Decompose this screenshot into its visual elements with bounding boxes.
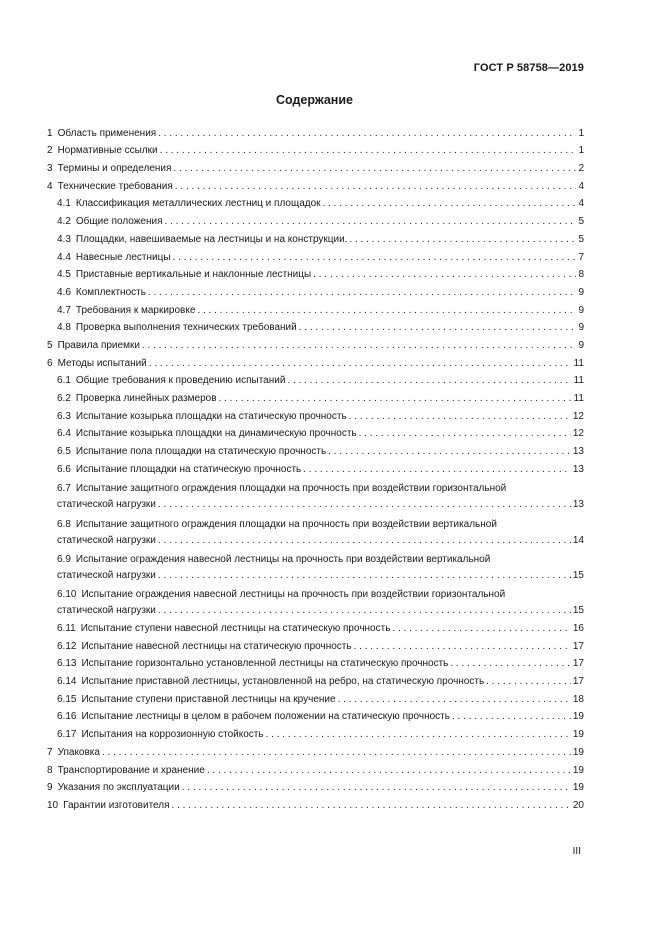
toc-leader-dots xyxy=(182,782,571,794)
toc-entry[interactable] xyxy=(47,246,584,264)
toc-leader-dots xyxy=(158,535,571,547)
toc-leader-dots xyxy=(349,234,576,246)
toc-entry-number: 4 xyxy=(47,180,53,192)
toc-entry[interactable] xyxy=(47,228,584,246)
toc-entry-page: 18 xyxy=(572,693,584,705)
toc-entry-page: 19 xyxy=(572,746,584,758)
toc-leader-dots xyxy=(287,375,571,387)
toc-entry-number: 6.11 xyxy=(57,623,76,634)
toc-entry-number: 4.8 xyxy=(57,322,71,334)
toc-leader-dots xyxy=(323,198,577,210)
toc-entry-title: Испытание ограждения навесной лестницы на прочность при воздействии горизонтальной xyxy=(81,589,506,601)
toc-entry[interactable] xyxy=(47,688,584,706)
toc-entry-number: 6.13 xyxy=(57,658,77,670)
toc-entry-number: 6 xyxy=(47,357,53,369)
toc-entry-title-continued: статической нагрузки xyxy=(57,605,156,617)
toc-entry-title: Испытание пола площадки на статическую прочность xyxy=(75,446,327,458)
toc-entry[interactable] xyxy=(47,352,584,370)
toc-entry-number: 6.15 xyxy=(57,693,77,705)
toc-entry-title: Общие положения xyxy=(75,216,163,228)
toc-entry-number: 8 xyxy=(47,764,53,776)
toc-entry-page: 19 xyxy=(572,729,584,741)
toc-leader-dots xyxy=(359,428,571,440)
toc-entry-title: Указания по эксплуатации xyxy=(57,782,180,794)
toc-entry-number: 6.6 xyxy=(57,463,71,475)
toc-entry-title: Нормативные ссылки xyxy=(57,145,158,157)
toc-entry-page: 13 xyxy=(572,446,584,458)
toc-entry[interactable] xyxy=(47,334,584,352)
toc-leader-dots xyxy=(303,464,571,476)
toc-entry-number: 3 xyxy=(47,163,53,175)
toc-entry-title: Испытание защитного ограждения площадки на прочность при воздействии горизонтальной xyxy=(75,483,507,495)
toc-entry-page: 11 xyxy=(573,357,584,369)
toc-entry-number: 9 xyxy=(47,782,53,794)
toc-leader-dots xyxy=(219,393,572,405)
toc-entry-number: 6.7 xyxy=(57,483,71,495)
toc-entry-page: 19 xyxy=(572,782,584,794)
toc-entry[interactable] xyxy=(47,511,584,546)
toc-entry[interactable] xyxy=(47,547,584,582)
toc-entry-page: 13 xyxy=(572,463,584,475)
toc-entry-number: 4.3 xyxy=(57,233,71,245)
toc-entry-title: Требования к маркировке xyxy=(75,304,196,316)
toc-entry-page: 11 xyxy=(573,375,584,387)
toc-leader-dots xyxy=(486,676,571,688)
toc-leader-dots xyxy=(452,711,571,723)
toc-leader-dots xyxy=(158,128,576,140)
toc-entry-title-continued: статической нагрузки xyxy=(57,534,156,546)
toc-entry[interactable] xyxy=(47,193,584,211)
toc-entry-title: Испытания на коррозионную стойкость xyxy=(81,729,264,741)
toc-entry-title: Испытание ступени приставной лестницы на кручение xyxy=(81,693,336,705)
toc-entry-title: Навесные лестницы xyxy=(75,251,171,263)
toc-entry-page: 9 xyxy=(578,286,584,298)
toc-entry-title: Приставные вертикальные и наклонные лестницы xyxy=(75,269,312,281)
toc-entry[interactable] xyxy=(47,317,584,335)
toc-entry-title: Проверка линейных размеров xyxy=(75,393,217,404)
toc-entry-number: 4.4 xyxy=(57,251,71,263)
toc-leader-dots xyxy=(160,145,577,157)
toc-entry-page: 16 xyxy=(572,623,584,634)
toc-entry[interactable] xyxy=(47,299,584,317)
toc-entry-title: Классификация металлических лестниц и площадок xyxy=(75,198,321,210)
toc-entry-number: 6.16 xyxy=(57,711,77,723)
toc-entry[interactable] xyxy=(47,706,584,724)
toc-leader-dots xyxy=(149,358,572,370)
toc-entry-page: 9 xyxy=(578,339,584,351)
toc-entry-number: 6.5 xyxy=(57,446,71,458)
toc-entry-title: Методы испытаний xyxy=(57,357,147,369)
toc-entry[interactable] xyxy=(47,405,584,423)
toc-entry[interactable] xyxy=(47,670,584,688)
toc-leader-dots xyxy=(158,605,571,617)
toc-entry-number: 6.3 xyxy=(57,410,71,422)
toc-leader-dots xyxy=(328,446,571,458)
toc-entry-title: Испытание горизонтально установленной лестницы на статическую прочность xyxy=(81,658,449,670)
toc-entry-page: 5 xyxy=(578,233,584,245)
toc-entry-title: Область применения xyxy=(57,127,157,139)
toc-entry[interactable] xyxy=(47,777,584,795)
toc-leader-dots xyxy=(148,287,577,299)
toc-entry-page: 13 xyxy=(572,499,584,511)
toc-entry-title: Проверка выполнения технических требований xyxy=(75,322,297,334)
toc-leader-dots xyxy=(158,570,571,582)
toc-entry-title: Термины и определения xyxy=(57,163,172,175)
document-code: ГОСТ Р 58758—2019 xyxy=(473,62,584,74)
toc-entry-page: 5 xyxy=(578,216,584,228)
toc-entry[interactable] xyxy=(47,423,584,441)
toc-entry-title: Испытание ограждения навесной лестницы на прочность при воздействии вертикальной xyxy=(75,553,491,565)
toc-entry-title: Испытание козырька площадки на динамическую прочность xyxy=(75,428,357,440)
toc-leader-dots xyxy=(197,305,576,317)
toc-entry[interactable] xyxy=(47,210,584,228)
toc-entry[interactable] xyxy=(47,741,584,759)
toc-entry-page: 9 xyxy=(578,304,584,316)
toc-entry-title: Упаковка xyxy=(57,746,100,758)
toc-entry-page: 9 xyxy=(578,322,584,334)
toc-entry-page: 17 xyxy=(572,640,584,652)
toc-leader-dots xyxy=(175,181,577,193)
toc-entry[interactable] xyxy=(47,582,584,617)
toc-entry-page: 15 xyxy=(572,605,584,617)
toc-leader-dots xyxy=(299,322,577,334)
toc-entry-page: 19 xyxy=(572,711,584,723)
toc-entry-page: 8 xyxy=(578,269,584,281)
toc-entry-number: 6.17 xyxy=(57,729,77,741)
toc-entry-title: Правила приемки xyxy=(57,339,140,351)
toc-leader-dots xyxy=(392,623,570,635)
toc-entry-title: Испытание ступени навесной лестницы на статическую прочность xyxy=(80,623,391,634)
toc-entry-page: 17 xyxy=(572,658,584,670)
toc-entry-title: Комплектность xyxy=(75,286,146,298)
toc-entry-number: 5 xyxy=(47,339,53,351)
toc-entry-title: Технические требования xyxy=(57,180,173,192)
toc-entry[interactable] xyxy=(47,440,584,458)
toc-entry-page: 4 xyxy=(578,180,584,192)
toc-leader-dots xyxy=(102,747,571,759)
toc-entry-number: 4.7 xyxy=(57,304,71,316)
toc-entry[interactable] xyxy=(47,281,584,299)
toc-entry[interactable] xyxy=(47,387,584,405)
toc-entry-page: 15 xyxy=(572,569,584,581)
toc-leader-dots xyxy=(338,694,571,706)
toc-entry-page: 1 xyxy=(578,127,584,139)
toc-leader-dots xyxy=(313,269,576,281)
toc-entry[interactable] xyxy=(47,175,584,193)
toc-leader-dots xyxy=(450,658,571,670)
toc-entry-page: 19 xyxy=(572,764,584,776)
toc-entry-page: 12 xyxy=(572,410,584,422)
toc-entry-title: Испытание площадки на статическую прочность xyxy=(75,463,302,475)
toc-entry-number: 2 xyxy=(47,145,53,157)
toc-entry-title: Испытание козырька площадки на статическую прочность xyxy=(75,410,347,422)
toc-leader-dots xyxy=(173,163,576,175)
toc-entry[interactable] xyxy=(47,794,584,812)
toc-entry-page: 4 xyxy=(578,198,584,210)
toc-entry-title-continued: статической нагрузки xyxy=(57,499,156,511)
toc-entry-number: 4.5 xyxy=(57,269,71,281)
toc-entry-number: 4.6 xyxy=(57,286,71,298)
toc-leader-dots xyxy=(349,411,571,423)
toc-entry[interactable] xyxy=(47,635,584,653)
toc-entry-number: 4.2 xyxy=(57,216,71,228)
toc-entry-page: 12 xyxy=(572,428,584,440)
toc-entry[interactable] xyxy=(47,458,584,476)
toc-entry-page: 7 xyxy=(578,251,584,263)
toc-entry-number: 6.14 xyxy=(57,676,77,688)
toc-entry-number: 6.12 xyxy=(57,640,77,652)
toc-entry-page: 2 xyxy=(578,163,584,175)
toc-entry[interactable] xyxy=(47,723,584,741)
toc-entry[interactable] xyxy=(47,264,584,282)
toc-entry-number: 6.8 xyxy=(57,518,71,530)
toc-entry[interactable] xyxy=(47,653,584,671)
toc-entry-number: 4.1 xyxy=(57,198,71,210)
toc-leader-dots xyxy=(142,340,577,352)
toc-entry-title: Гарантии изготовителя xyxy=(63,799,170,811)
toc-entry[interactable] xyxy=(47,617,584,635)
toc-entry[interactable] xyxy=(47,476,584,511)
toc-entry[interactable] xyxy=(47,122,584,140)
toc-entry[interactable] xyxy=(47,759,584,777)
toc-entry[interactable] xyxy=(47,370,584,388)
toc-entry-number: 6.9 xyxy=(57,553,71,565)
toc-leader-dots xyxy=(165,216,577,228)
toc-leader-dots xyxy=(266,729,571,741)
toc-entry-number: 6.2 xyxy=(57,393,71,404)
toc-entry-title: Общие требования к проведению испытаний xyxy=(75,375,286,387)
page-title: Содержание xyxy=(275,93,353,107)
toc-leader-dots xyxy=(172,800,571,812)
toc-leader-dots xyxy=(158,499,571,511)
toc-entry-title-continued: статической нагрузки xyxy=(57,569,156,581)
toc-entry-title: Испытание приставной лестницы, установленной на ребро, на статическую прочность xyxy=(81,676,485,688)
toc-entry[interactable] xyxy=(47,140,584,158)
toc-entry-number: 10 xyxy=(47,799,59,811)
toc-entry-title: Транспортирование и хранение xyxy=(57,764,205,776)
toc-entry-number: 6.10 xyxy=(57,589,77,601)
toc-entry-page: 11 xyxy=(573,393,584,404)
page-number: III xyxy=(572,846,581,857)
toc-entry-title: Испытание навесной лестницы на статическую прочность xyxy=(81,640,352,652)
table-of-contents xyxy=(47,122,584,812)
toc-entry-page: 20 xyxy=(572,799,584,811)
toc-entry-title: Испытание защитного ограждения площадки на прочность при воздействии вертикальной xyxy=(75,518,497,530)
toc-entry-title: Площадки, навешиваемые на лестницы и на конструкции. xyxy=(75,233,348,245)
toc-entry-number: 1 xyxy=(47,127,53,139)
toc-entry-number: 7 xyxy=(47,746,53,758)
toc-entry-title: Испытание лестницы в целом в рабочем положении на статическую прочность xyxy=(81,711,450,723)
toc-entry-page: 14 xyxy=(572,534,584,546)
toc-leader-dots xyxy=(173,252,577,264)
toc-leader-dots xyxy=(354,641,571,653)
toc-entry-page: 17 xyxy=(572,676,584,688)
toc-entry[interactable] xyxy=(47,157,584,175)
toc-entry-number: 6.4 xyxy=(57,428,71,440)
toc-entry-number: 6.1 xyxy=(57,375,71,387)
toc-leader-dots xyxy=(207,765,571,777)
toc-entry-page: 1 xyxy=(578,145,584,157)
